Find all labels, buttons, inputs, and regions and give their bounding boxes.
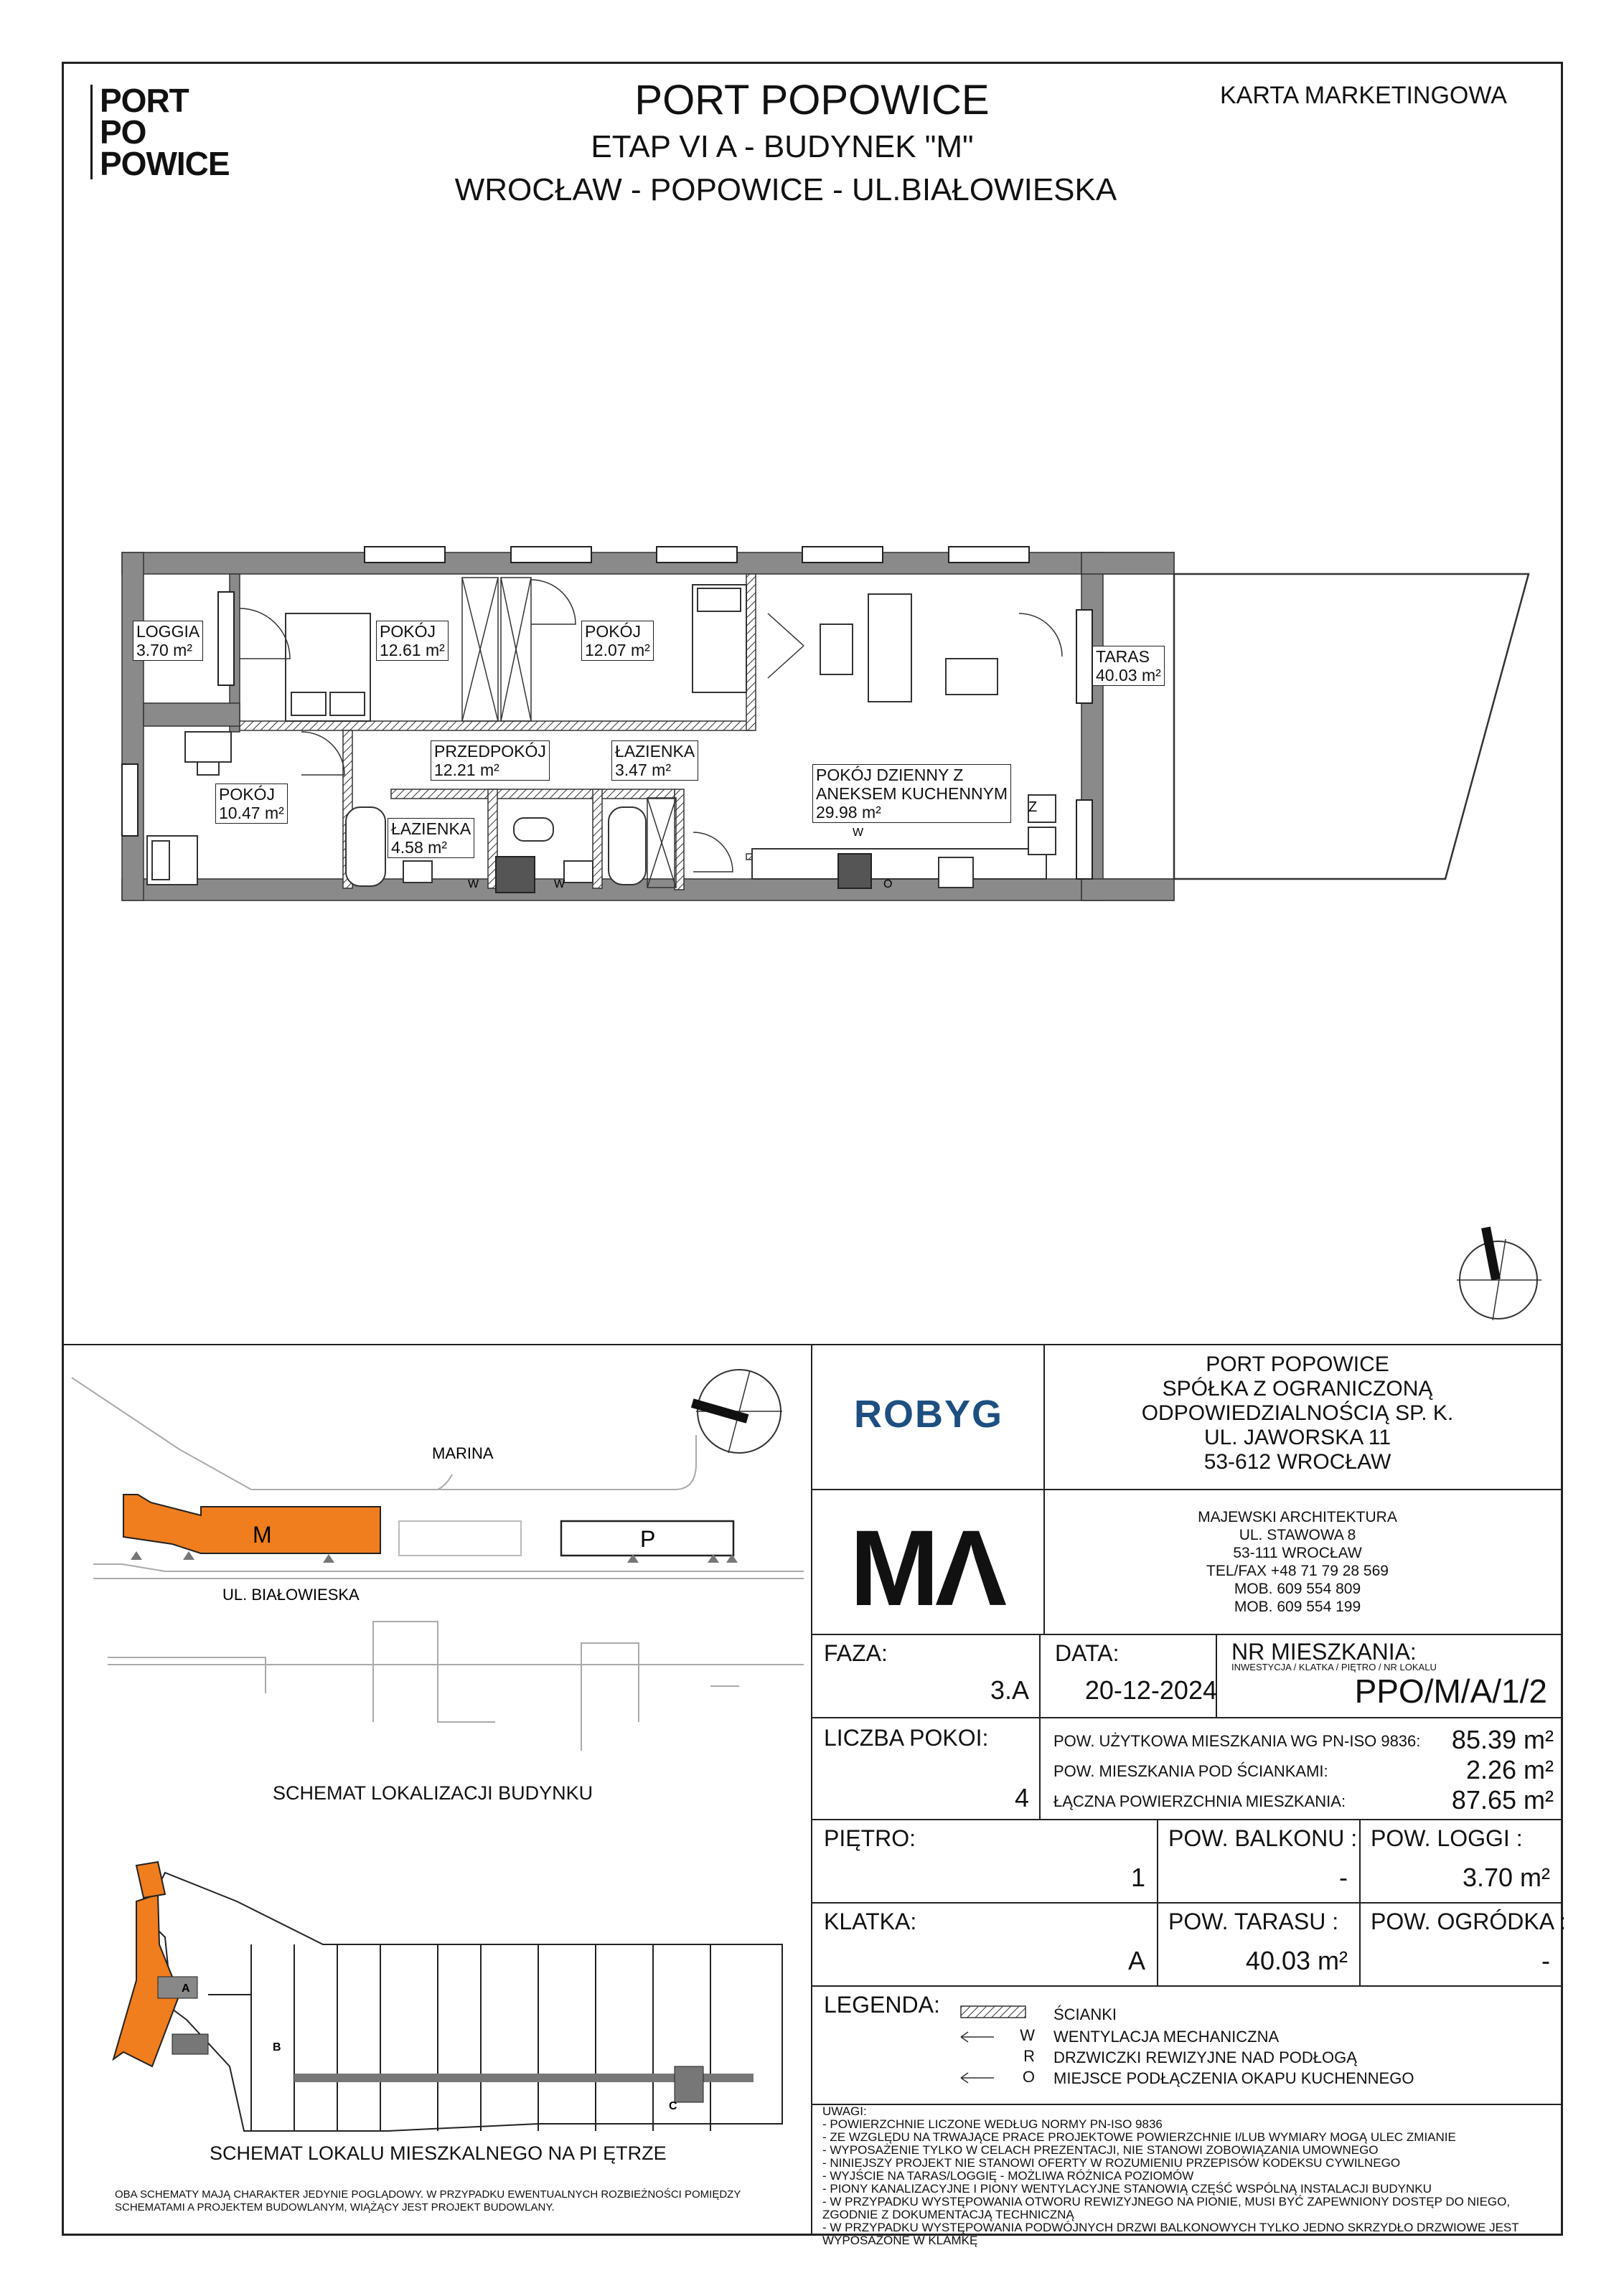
card-type: KARTA MARKETINGOWA [1220,82,1507,109]
street-label: UL. BIAŁOWIESKA [222,1586,360,1604]
legend-walls: ŚCIANKI [1053,2005,1117,2023]
site-caption: SCHEMAT LOKALIZACJI BUDYNKU [273,1782,593,1804]
plan-divider [62,1344,1563,1345]
pow-laczna-value: 87.65 m² [1451,1785,1554,1815]
pow-laczna-label: ŁĄCZNA POWIERZCHNIA MIESZKANIA: [1053,1792,1346,1810]
balkon-label: POW. BALKONU : [1168,1825,1358,1851]
nr-value: PPO/M/A/1/2 [1354,1672,1547,1710]
room-label: POKÓJ 12.61 m² [376,621,449,661]
stair-b-label: B [273,2041,281,2053]
room-label: POKÓJ 12.07 m² [581,621,654,661]
ogrodek-label: POW. OGRÓDKA : [1371,1909,1567,1934]
architect-info: MAJEWSKI ARCHITEKTURA UL. STAWOWA 8 53-111 WROCŁAW TEL/FAX +48 71 79 28 569 MOB. 609 554 809 MOB. 609 554 199 [1198,1509,1397,1615]
legend-symbol-o: O [1022,2068,1035,2086]
robyg-logo: ROBYG [854,1393,1004,1436]
plan-mark-w: W [468,878,479,890]
stair-a-label: A [182,1982,190,1995]
taras-label: POW. TARASU : [1168,1909,1339,1934]
north-arrow-icon [1481,1227,1501,1281]
row-line [811,1819,1563,1820]
developer-info: PORT POPOWICE SPÓŁKA Z OGRANICZONĄ ODPOWIEDZIALNOŚCIĄ SP. K. UL. JAWORSKA 11 53-612 WROCŁAW [1141,1352,1454,1474]
notes: UWAGI: - POWIERZCHNIE LICZONE WEDŁUG NORMY PN-ISO 9836 - ZE WZGLĘDU NA TRWAJĄCE PRACE PROJEKTOWE POWIERZCHNIE I/LUB WYMIARY MOGĄ ULEC ZMIANIE - WYPOSAŻENIE TYLKO W CELACH PREZENTACJI, NIE STANOWI ZOBOWIĄZANIA UMOWNEGO - NINIEJSZY PROJEKT NIE STANOWI OFERTY W ROZUMIENIU PRZEPISÓW KODEKSU CYWILNEGO - WYJŚCIE NA TARAS/LOGGIĘ - MOŻLIWA RÓŻNICA POZIOMÓW - PIONY KANALIZACYJNE I PIONY WENTYLACYJNE STANOWIĄ CZĘŚĆ WSPÓLNĄ INSTALACJI BUDYNKU - W PRZYPADKU WYSTĘPOWANIA OTWORU REWIZYJNEGO NA PIONIE, MUSI BYĆ ZAPEWNIONY DOSTĘP DO NIEGO, ZGODNIE Z DOKUMENTACJĄ TECHNICZNĄ - W PRZYPADKU WYSTĘPOWANIA PODWÓJNYCH DRZWI BALKONOWYCH TYLKO JEDNO SKRZYDŁO DRZWIOWE JEST WYPOSAŻONE W KLAMKĘ [822,2104,1519,2247]
room-label: POKÓJ DZIENNY Z ANEKSEM KUCHENNYM 29.98 m² [812,764,1011,823]
disclaimer: OBA SCHEMATY MAJĄ CHARAKTER JEDYNIE POGLĄDOWY. W PRZYPADKU EWENTUALNYCH ROZBIEŻNOŚCI POMIĘDZY SCHEMATAMI A PROJEKTEM BUDOWLANYM, WIĄŻĄCY JEST PROJEKT BUDOWLANY. [115,2188,741,2213]
bottom-divider [811,1344,812,2236]
legend-hood: MIEJSCE PODŁĄCZENIA OKAPU KUCHENNEGO [1053,2069,1414,2087]
row-line [811,1634,1563,1635]
row-line [811,1902,1563,1904]
pow-uzytkowa-label: POW. UŻYTKOWA MIESZKANIA WG PN-ISO 9836: [1053,1732,1421,1750]
row-line [811,1489,1563,1490]
data-value: 20-12-2024 [1084,1675,1217,1705]
col-line [1039,1717,1041,1819]
page-subtitle: ETAP VI A - BUDYNEK "M" [591,129,974,164]
port-popowice-logo: PORT PO POWICE [90,85,230,179]
building-m-label: M [253,1522,272,1548]
nr-sublabel: INWESTYCJA / KLATKA / PIĘTRO / NR LOKALU [1231,1662,1437,1672]
col-line [1157,1819,1158,1985]
row-line [811,1717,1563,1718]
building-m [123,1495,380,1553]
col-line [1039,1634,1041,1717]
faza-label: FAZA: [824,1640,888,1666]
ma-logo: MΛ [850,1507,1003,1628]
loggia-label: POW. LOGGI : [1371,1825,1523,1851]
room-label: LOGGIA 3.70 m² [133,621,203,661]
plan-mark-w: W [554,878,565,890]
nr-label: NR MIESZKANIA: [1231,1639,1417,1665]
page-address: WROCŁAW - POPOWICE - UL.BIAŁOWIESKA [454,172,1117,207]
pokoje-value: 4 [1014,1783,1029,1812]
pietro-label: PIĘTRO: [824,1825,916,1851]
klatka-label: KLATKA: [824,1909,917,1934]
balkon-value: - [1339,1863,1348,1892]
legend-title: LEGENDA: [824,1992,940,2018]
row-line [811,1985,1563,1987]
pow-sciankami-value: 2.26 m² [1465,1755,1554,1784]
ogrodek-value: - [1541,1946,1550,1975]
taras-value: 40.03 m² [1245,1946,1348,1975]
legend-ventilation: WENTYLACJA MECHANICZNA [1053,2028,1280,2046]
marina-label: MARINA [432,1444,494,1462]
data-label: DATA: [1055,1640,1120,1666]
room-label: TARAS 40.03 m² [1092,646,1165,686]
faza-value: 3.A [990,1675,1029,1705]
plan-mark-z: Z [1028,799,1038,815]
klatka-value: A [1127,1946,1145,1975]
plan-mark-w: W [853,827,864,839]
col-line [1359,1819,1361,1985]
pietro-value: 1 [1130,1863,1145,1892]
pow-sciankami-label: POW. MIESZKANIA POD ŚCIANKAMI: [1053,1762,1328,1780]
legend-symbol-w: W [1020,2026,1035,2044]
pokoje-label: LICZBA POKOI: [824,1725,989,1751]
building-p-label: P [640,1526,656,1552]
legend-symbol-r: R [1023,2047,1035,2065]
legend-revision: DRZWICZKI REWIZYJNE NAD PODŁOGĄ [1053,2048,1357,2066]
floor-caption: SCHEMAT LOKALU MIESZKALNEGO NA PI ĘTRZE [210,2142,667,2164]
page-title: PORT POPOWICE [634,77,990,123]
room-label: ŁAZIENKA 3.47 m² [611,740,698,781]
loggia-value: 3.70 m² [1462,1863,1550,1892]
stair-c-label: C [669,2100,677,2112]
room-label: ŁAZIENKA 4.58 m² [388,818,474,858]
plan-mark-o: O [883,878,893,890]
room-label: PRZEDPOKÓJ 12.21 m² [431,740,550,781]
room-label: POKÓJ 10.47 m² [215,784,288,824]
pow-uzytkowa-value: 85.39 m² [1451,1725,1554,1754]
